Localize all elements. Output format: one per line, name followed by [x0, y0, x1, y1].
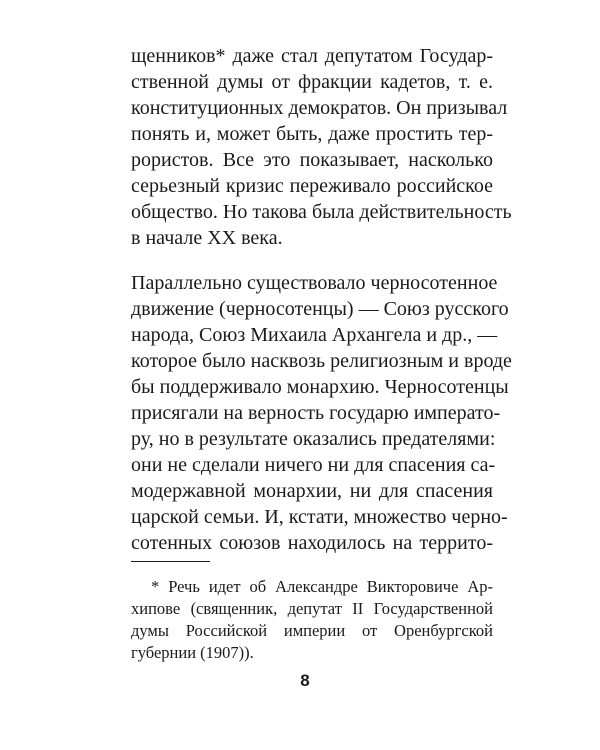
text-line: конституционных демократов. Он призывал	[131, 97, 508, 119]
text-line: ру, но в результате оказались предателями:	[131, 428, 496, 450]
footnote-line: думы Российской империи от Оренбургской	[131, 621, 493, 640]
text-line: щенников* даже стал депутатом Государ-	[131, 45, 493, 67]
text-line: серьезный кризис переживало российское	[131, 175, 493, 197]
text-line: они не сделали ничего ни для спасения са-	[131, 454, 496, 476]
text-line: движение (черносотенцы) — Союз русского	[131, 298, 509, 320]
text-line: присягали на верность государю императо-	[131, 402, 501, 424]
text-line: ственной думы от фракции кадетов, т. е.	[131, 71, 493, 93]
text-line: сотенных союзов находилось на террито-	[131, 532, 493, 554]
text-line: Параллельно существовало черносотенное	[131, 272, 498, 294]
text-line: общество. Но такова была действительность	[131, 201, 512, 223]
footnote-line: хипове (священник, депутат II Государственной	[131, 599, 493, 618]
text-line: которое было насквозь религиозным и вроде	[131, 350, 512, 372]
text-line: бы поддерживало монархию. Черносотенцы	[131, 376, 509, 398]
page-number: 8	[300, 671, 310, 690]
footnote-line: губернии (1907)).	[131, 643, 254, 662]
text-line: царской семьи. И, кстати, множество черно-	[131, 506, 508, 528]
text-line: понять и, может быть, даже простить тер-	[131, 123, 493, 145]
text-line: в начале XX века.	[131, 227, 283, 249]
text-line: рористов. Все это показывает, насколько	[131, 149, 493, 171]
text-line: народа, Союз Михаила Архангела и др., —	[131, 324, 498, 346]
text-line: модержавной монархии, ни для спасения	[131, 480, 493, 502]
footnote-separator	[131, 561, 210, 562]
footnote-line: * Речь идет об Александре Викторовиче Ар-	[151, 577, 493, 596]
